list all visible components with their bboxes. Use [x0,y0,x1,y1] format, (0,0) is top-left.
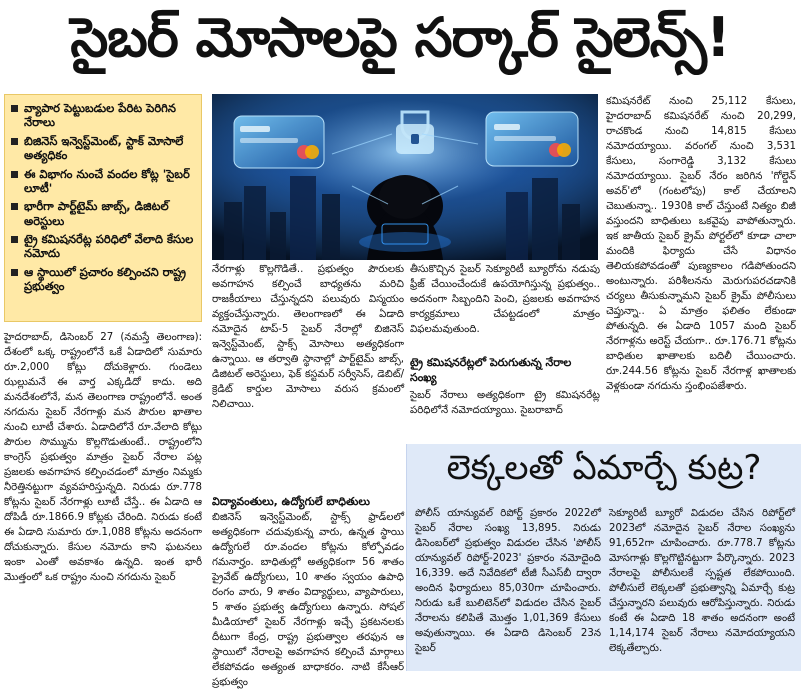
bullet-square-icon [11,203,18,210]
bullet-square-icon [11,236,18,243]
callout-title: లెక్కలతో ఏమార్చే కుట్ర? [446,448,762,488]
article-column-1: హైదరాబాద్, డిసెంబర్ 27 (నమస్తే తెలంగాణ): దేశంలో ఒక్క రాష్ట్రంలోనే ఒకే ఏడాదిలో సుమారు రూ.2,000 కోట్లు దోచుకెళ్లారు. గుండెలు ఝల్లుమనే ఈ వార్త ఎక్కడిదో కాదు. అది మనదేశంలోనే, మన తెలంగాణ రాష్ట్రంలోనే. అంత నగదును సైబర్ నేరగాళ్లు మన పౌరుల ఖాతాల నుంచి లూటీ చేశారు. ఏడాదిలోనే రూ.వేలాది కోట్లు పౌరుల సొమ్మును కొల్లగొడుతుంటే.. రాష్ట్రంలోని కాంగ్రెస్ ప్రభుత్వం మాత్రం సైబర్ నేరాల పట్ల ప్రజలకు అవగాహన కల్పించడంలో మాత్రం నిమ్మకు నీరెత్తినట్టుగా వ్యవహరిస్తున్నది. నిరుడు రూ.778 కోట్లను సైబర్ నేరగాళ్లు లూటీ చేస్తే.. ఈ ఏడాది ఆ దోపిడీ రూ.1866.9 కోట్లకు చేరింది. నిరుడు కంటే ఈ ఏడాది సుమారు రూ.1,088 కోట్లను అదనంగా దోచుకున్నారు. కేసుల నమోదు కాని ఘటనలు ఇంకా ఎంతో అవకాశం ఉన్నది. ఇంత భారీ మొత్తంలో ఒక రాష్ట్రం నుంచి నగదును సైబర్ [4,332,202,583]
article-column-5: బిజినెస్ ఇన్వెస్ట్‌మెంట్, స్టాక్స్ ఫ్రాడ్‌లలో అత్యధికంగా చదువుకున్న వారు, ఉన్నత స్థాయి ఉద్యోగులే రూ.వందల కోట్లను కోల్పోవడం గమనార్హం. బాధితుల్లో అత్యధికంగా 56 శాతం ప్రైవేట్ ఉద్యోగులు, 10 శాతం స్వయం ఉపాధి రంగం వారు, 9 శాతం విద్యార్థులు, వ్యాపారులు, 5 శాతం ప్రభుత్వ ఉద్యోగులు ఉన్నారు. సోషల్ మీడియాలో సైబర్ నేరగాళ్లు ఇచ్చే ప్రకటనలకు దీటుగా కేంద్ర, రాష్ట్ర ప్రభుత్వాల తరఫున ఆ స్థాయిలో నేరాలపై అవగాహన కల్పించే మార్గాలు లేకపోవడం అత్యంత బాధాకరం. నాటి కేసీఆర్ ప్రభుత్వం [212,512,404,688]
subheading-tri-commissionerates: ట్రై కమిషనరేట్లలో పెరుగుతున్న నేరాల సంఖ్య [410,356,572,384]
article-column-2: నేరగాళ్లు కొల్లగొడితే.. ప్రభుత్వం పౌరులకు అవగాహన కల్పించే బాధ్యతను మరిచి రాజకీయాలు చేస్తున్నదని పలువురు విస్మయం వ్యక్తంచేస్తున్నారు. తెలంగాణలో ఈ ఏడాది నమోదైన టాప్-5 సైబర్ నేరాల్లో బిజినెస్ ఇన్వెస్ట్‌మెంట్, స్టాక్స్ మోసాలు అత్యధికంగా ఉన్నాయి. ఆ తర్వాతి స్థానాల్లో పార్ట్‌టైమ్ జాబ్స్, డిజిటల్ అరెస్టులు, ఫెక్ కస్టమర్ సర్వీసెస్, డెబిట్/క్రెడిట్ కార్డుల మోసాలు వరుస క్రమంలో నిలిచాయి. [212,264,404,410]
callout-right-column: సెక్యూరిటీ బ్యూరో విడుదల చేసిన రిపోర్ట్‌లో 2023లో నమోదైన సైబర్ నేరాల సంఖ్యను 91,652గా చూపించారు. రూ.778.7 కోట్లను మోసగాళ్లు కొల్లగొట్టినట్టుగా పేర్కొన్నారు. 2023 నేరాలపై పోలీసులకే స్పష్టత లేకపోయింది. పోలీసులే లెక్కలతో ప్రభుత్వాన్ని ఏమార్చే కుట్ర చేస్తున్నారని పలువురు ఆరోపిస్తున్నారు. నిరుడు కంటే ఈ ఏడాది 18 శాతం అదనంగా అంటే 1,14,174 సైబర్ నేరాలు నమోదయ్యాయని లెక్కతేల్చారు. [609,508,795,654]
highlights-box [4,94,202,322]
section-heading-victims: విద్యావంతులు, ఉద్యోగులే బాధితులు [212,495,370,508]
highlight-item: ఈ విభాగం నుంచే వందల కోట్ల 'సైబర్ లూటీ' [11,167,195,196]
bullet-square-icon [11,171,18,178]
headline: సైబర్ మోసాలపై సర్కార్ సైలెన్స్! [70,5,730,69]
highlight-item: బిజినెస్ ఇన్వెస్ట్‌మెంట్, స్టాక్ మోసాలే అత్యధికం [11,134,195,163]
hacker-illustration-icon [212,94,598,260]
bullet-square-icon [11,269,18,276]
article-column-3: తీసుకొచ్చిన సైబర్ సెక్యూరిటీ బ్యూరోను నడుపు ఫ్రీజ్ చేయించేందుకే ఉపయోగిస్తున్న ప్రభుత్వం.. అదనంగా సిబ్బందిని పెంచి, ప్రజలకు అవగాహన కార్యక్రమాలు చేపట్టడంలో మాత్రం విఫలమవుతుంది. [410,264,600,335]
highlight-item: ట్రై కమిషనరేట్ల పరిధిలో వేలాది కేసుల నమోదు [11,232,195,261]
bullet-square-icon [11,105,18,112]
highlight-item: భారీగా పార్ట్‌టైమ్ జాబ్స్, డిజిటల్ అరెస్టులు [11,199,195,228]
article-column-4: కమిషనరేట్ నుంచి 25,112 కేసులు, హైదరాబాద్ కమిషనరేట్ నుంచి 20,299, రాచకొండ నుంచి 14,815 కేసులు నమోదయ్యాయి. వరంగల్ నుంచి 3,531 కేసులు, సంగారెడ్డి 3,132 కేసులు నమోదయ్యాయి. సైబర్ నేరం జరిగిన 'గోల్డెన్ అవర్'లో (గంటలోపు) కాల్ చేయాలని చెబుతున్నా.. 1930కి కాల్ చేస్తుంటే నిత్యం బిజీ వస్తుందని బాధితులు ఒకవైపు వాపోతున్నారు. ఇక జాతీయ సైబర్ క్రైమ్ పోర్టల్‌లో కూడా చాలా మందికి ఫిర్యాదు చేసే విధానం తెలియకపోవడంతో పుణ్యకాలం గడిపోతుందని అంటున్నారు. పరిశీలనను మెరుగుపరచడానికి చర్యలు తీసుకున్నామని సైబర్ క్రైమ్ పోలీసులు చెప్తున్నా.. ఏ మాత్రం ఫలితం లేకుండా పోతున్నది. ఈ ఏడాది 1057 మంది సైబర్ నేరగాళ్లను అరెస్ట్ చేయగా.. రూ.176.71 కోట్లను బాధితుల ఖాతాలకు బదిలీ చేయించారు. రూ.244.56 కోట్లను సైబర్ నేరగాళ్ల ఖాతాలకు వెళ్లకుండా నగదును స్తంభింపజేశారు. [606,96,796,392]
highlight-item: ఆ స్థాయిలో ప్రచారం కల్పించని రాష్ట్ర ప్రభుత్వం [11,265,195,294]
cyber-crime-illustration [212,94,598,260]
highlight-item: వ్యాపార పెట్టుబడుల పేరిట పెరిగిన నేరాలు [11,101,195,130]
callout-left-column: పోలీస్ యాన్యువల్ రిపోర్ట్ ప్రకారం 2022లో సైబర్ నేరాల సంఖ్య 13,895. నిరుడు డిసెంబర్‌లో ప్రభుత్వం విడుదల చేసిన 'పోలీస్ యాన్యువల్ రిపోర్ట్-2023' ప్రకారం నమోదైంది 16,339. అదే నివేదికలో టీజీ సీఎస్‌బీ ద్వారా అందిన ఫిర్యాదులు 85,030గా చూపించారు. నిరుడు ఒకే బులిటెన్‌లో విడుదల చేసిన సైబర్ నేరాలను కలిపితే మొత్తం 1,01,369 కేసులు అవుతున్నాయి. ఈ ఏడాది డిసెంబర్ 23న సైబర్ [415,508,601,654]
bullet-square-icon [11,138,18,145]
statistics-callout-box [406,444,801,671]
article-column-3b: సైబర్ నేరాలు అత్యధికంగా ట్రై కమిషనరేట్ల పరిధిలోనే నమోదయ్యాయి. సైబరాబాద్ [410,390,600,416]
